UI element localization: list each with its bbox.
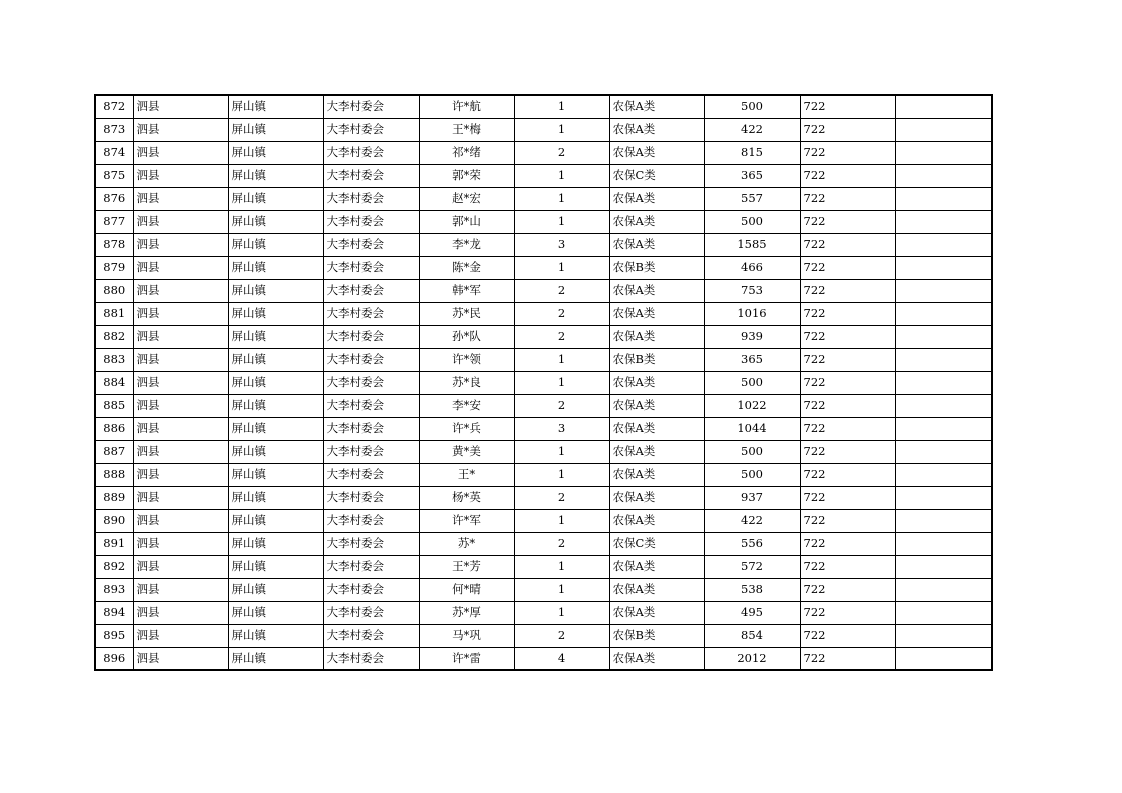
table-row [95,532,992,555]
table-row [95,555,992,578]
row-index: 879 [95,256,133,279]
village-cell: 大李村委会 [323,578,419,601]
town-cell: 屏山镇 [228,394,323,417]
table-row [95,509,992,532]
village-cell: 大李村委会 [323,325,419,348]
town-cell: 屏山镇 [228,141,323,164]
note-cell [895,601,992,624]
name-cell: 马*巩 [419,624,514,647]
table-row [95,302,992,325]
amount-cell: 422 [704,118,800,141]
household-count-cell: 2 [514,624,609,647]
village-cell: 大李村委会 [323,256,419,279]
table-row [95,233,992,256]
name-cell: 王* [419,463,514,486]
amount-cell: 500 [704,371,800,394]
note-cell [895,141,992,164]
insurance-type-cell: 农保B类 [609,624,704,647]
note-cell [895,256,992,279]
code-cell: 722 [800,509,895,532]
village-cell: 大李村委会 [323,440,419,463]
county-cell: 泗县 [133,371,228,394]
name-cell: 孙*队 [419,325,514,348]
county-cell: 泗县 [133,118,228,141]
note-cell [895,555,992,578]
insurance-type-cell: 农保A类 [609,555,704,578]
row-index: 886 [95,417,133,440]
town-cell: 屏山镇 [228,509,323,532]
town-cell: 屏山镇 [228,555,323,578]
insurance-type-cell: 农保A类 [609,394,704,417]
note-cell [895,647,992,670]
household-count-cell: 3 [514,417,609,440]
code-cell: 722 [800,233,895,256]
village-cell: 大李村委会 [323,279,419,302]
town-cell: 屏山镇 [228,118,323,141]
name-cell: 王*梅 [419,118,514,141]
household-count-cell: 3 [514,233,609,256]
amount-cell: 466 [704,256,800,279]
insurance-type-cell: 农保A类 [609,279,704,302]
name-cell: 苏*厚 [419,601,514,624]
amount-cell: 753 [704,279,800,302]
town-cell: 屏山镇 [228,532,323,555]
town-cell: 屏山镇 [228,371,323,394]
code-cell: 722 [800,187,895,210]
town-cell: 屏山镇 [228,233,323,256]
row-index: 875 [95,164,133,187]
county-cell: 泗县 [133,417,228,440]
note-cell [895,440,992,463]
household-count-cell: 1 [514,348,609,371]
row-index: 893 [95,578,133,601]
note-cell [895,624,992,647]
table-row [95,118,992,141]
amount-cell: 500 [704,440,800,463]
name-cell: 许*军 [419,509,514,532]
code-cell: 722 [800,348,895,371]
table-row [95,417,992,440]
amount-cell: 1044 [704,417,800,440]
county-cell: 泗县 [133,555,228,578]
insurance-type-cell: 农保A类 [609,440,704,463]
county-cell: 泗县 [133,279,228,302]
town-cell: 屏山镇 [228,647,323,670]
household-count-cell: 4 [514,647,609,670]
village-cell: 大李村委会 [323,95,419,118]
insurance-type-cell: 农保A类 [609,509,704,532]
town-cell: 屏山镇 [228,440,323,463]
row-index: 896 [95,647,133,670]
note-cell [895,371,992,394]
county-cell: 泗县 [133,394,228,417]
town-cell: 屏山镇 [228,95,323,118]
insurance-type-cell: 农保B类 [609,348,704,371]
county-cell: 泗县 [133,440,228,463]
village-cell: 大李村委会 [323,394,419,417]
household-count-cell: 2 [514,302,609,325]
county-cell: 泗县 [133,256,228,279]
household-count-cell: 2 [514,532,609,555]
insurance-type-cell: 农保A类 [609,486,704,509]
table-row [95,210,992,233]
insurance-type-cell: 农保A类 [609,463,704,486]
household-count-cell: 2 [514,394,609,417]
county-cell: 泗县 [133,486,228,509]
table-row [95,325,992,348]
name-cell: 王*芳 [419,555,514,578]
town-cell: 屏山镇 [228,417,323,440]
village-cell: 大李村委会 [323,118,419,141]
amount-cell: 815 [704,141,800,164]
name-cell: 杨*英 [419,486,514,509]
table-row [95,348,992,371]
town-cell: 屏山镇 [228,578,323,601]
amount-cell: 854 [704,624,800,647]
county-cell: 泗县 [133,578,228,601]
note-cell [895,463,992,486]
table-row [95,141,992,164]
town-cell: 屏山镇 [228,486,323,509]
amount-cell: 538 [704,578,800,601]
code-cell: 722 [800,210,895,233]
code-cell: 722 [800,486,895,509]
household-count-cell: 2 [514,325,609,348]
insurance-type-cell: 农保A类 [609,210,704,233]
amount-cell: 1016 [704,302,800,325]
town-cell: 屏山镇 [228,164,323,187]
table-row [95,647,992,670]
amount-cell: 556 [704,532,800,555]
code-cell: 722 [800,532,895,555]
town-cell: 屏山镇 [228,187,323,210]
household-count-cell: 1 [514,187,609,210]
name-cell: 苏*良 [419,371,514,394]
code-cell: 722 [800,624,895,647]
table-row [95,394,992,417]
county-cell: 泗县 [133,624,228,647]
insurance-type-cell: 农保A类 [609,95,704,118]
amount-cell: 500 [704,95,800,118]
code-cell: 722 [800,647,895,670]
town-cell: 屏山镇 [228,325,323,348]
row-index: 880 [95,279,133,302]
note-cell [895,532,992,555]
amount-cell: 1585 [704,233,800,256]
name-cell: 祁*绪 [419,141,514,164]
name-cell: 苏*民 [419,302,514,325]
table-row [95,578,992,601]
code-cell: 722 [800,601,895,624]
insurance-type-cell: 农保A类 [609,601,704,624]
code-cell: 722 [800,578,895,601]
village-cell: 大李村委会 [323,371,419,394]
row-index: 891 [95,532,133,555]
table-row [95,486,992,509]
table-row [95,279,992,302]
code-cell: 722 [800,141,895,164]
county-cell: 泗县 [133,210,228,233]
row-index: 892 [95,555,133,578]
amount-cell: 495 [704,601,800,624]
code-cell: 722 [800,95,895,118]
town-cell: 屏山镇 [228,601,323,624]
household-count-cell: 1 [514,509,609,532]
county-cell: 泗县 [133,509,228,532]
roster-body [95,95,992,670]
town-cell: 屏山镇 [228,624,323,647]
county-cell: 泗县 [133,532,228,555]
county-cell: 泗县 [133,348,228,371]
amount-cell: 572 [704,555,800,578]
insurance-type-cell: 农保C类 [609,532,704,555]
name-cell: 李*安 [419,394,514,417]
note-cell [895,118,992,141]
county-cell: 泗县 [133,601,228,624]
table-row [95,371,992,394]
amount-cell: 422 [704,509,800,532]
code-cell: 722 [800,440,895,463]
name-cell: 李*龙 [419,233,514,256]
row-index: 885 [95,394,133,417]
note-cell [895,325,992,348]
village-cell: 大李村委会 [323,164,419,187]
insurance-type-cell: 农保C类 [609,164,704,187]
town-cell: 屏山镇 [228,210,323,233]
name-cell: 许*领 [419,348,514,371]
note-cell [895,210,992,233]
note-cell [895,164,992,187]
household-count-cell: 1 [514,555,609,578]
table-row [95,256,992,279]
amount-cell: 1022 [704,394,800,417]
row-index: 888 [95,463,133,486]
household-count-cell: 1 [514,371,609,394]
county-cell: 泗县 [133,647,228,670]
note-cell [895,578,992,601]
village-cell: 大李村委会 [323,187,419,210]
row-index: 877 [95,210,133,233]
household-count-cell: 1 [514,463,609,486]
name-cell: 苏* [419,532,514,555]
note-cell [895,279,992,302]
household-count-cell: 2 [514,279,609,302]
note-cell [895,95,992,118]
village-cell: 大李村委会 [323,647,419,670]
note-cell [895,486,992,509]
row-index: 872 [95,95,133,118]
insurance-type-cell: 农保A类 [609,371,704,394]
table-row [95,624,992,647]
row-index: 890 [95,509,133,532]
code-cell: 722 [800,371,895,394]
village-cell: 大李村委会 [323,463,419,486]
town-cell: 屏山镇 [228,348,323,371]
code-cell: 722 [800,463,895,486]
village-cell: 大李村委会 [323,348,419,371]
row-index: 878 [95,233,133,256]
county-cell: 泗县 [133,164,228,187]
village-cell: 大李村委会 [323,210,419,233]
table-row [95,463,992,486]
village-cell: 大李村委会 [323,532,419,555]
household-count-cell: 2 [514,141,609,164]
code-cell: 722 [800,417,895,440]
insurance-type-cell: 农保A类 [609,325,704,348]
village-cell: 大李村委会 [323,509,419,532]
row-index: 881 [95,302,133,325]
insurance-type-cell: 农保A类 [609,647,704,670]
row-index: 895 [95,624,133,647]
row-index: 884 [95,371,133,394]
row-index: 873 [95,118,133,141]
town-cell: 屏山镇 [228,302,323,325]
table-row [95,601,992,624]
code-cell: 722 [800,394,895,417]
household-count-cell: 1 [514,164,609,187]
household-count-cell: 2 [514,486,609,509]
insurance-type-cell: 农保A类 [609,141,704,164]
note-cell [895,394,992,417]
code-cell: 722 [800,118,895,141]
insurance-type-cell: 农保A类 [609,233,704,256]
table-row [95,440,992,463]
household-count-cell: 1 [514,440,609,463]
county-cell: 泗县 [133,187,228,210]
village-cell: 大李村委会 [323,302,419,325]
row-index: 883 [95,348,133,371]
row-index: 882 [95,325,133,348]
note-cell [895,509,992,532]
town-cell: 屏山镇 [228,256,323,279]
name-cell: 陈*金 [419,256,514,279]
town-cell: 屏山镇 [228,279,323,302]
table-row [95,187,992,210]
village-cell: 大李村委会 [323,624,419,647]
amount-cell: 937 [704,486,800,509]
county-cell: 泗县 [133,463,228,486]
insurance-type-cell: 农保A类 [609,578,704,601]
town-cell: 屏山镇 [228,463,323,486]
village-cell: 大李村委会 [323,417,419,440]
note-cell [895,187,992,210]
amount-cell: 2012 [704,647,800,670]
county-cell: 泗县 [133,141,228,164]
note-cell [895,233,992,256]
amount-cell: 365 [704,348,800,371]
row-index: 874 [95,141,133,164]
county-cell: 泗县 [133,95,228,118]
village-cell: 大李村委会 [323,601,419,624]
row-index: 887 [95,440,133,463]
insurance-type-cell: 农保A类 [609,118,704,141]
insurance-type-cell: 农保B类 [609,256,704,279]
insurance-type-cell: 农保A类 [609,187,704,210]
household-count-cell: 1 [514,118,609,141]
amount-cell: 557 [704,187,800,210]
county-cell: 泗县 [133,233,228,256]
household-count-cell: 1 [514,578,609,601]
name-cell: 郭*山 [419,210,514,233]
county-cell: 泗县 [133,325,228,348]
table-row [95,95,992,118]
name-cell: 赵*宏 [419,187,514,210]
amount-cell: 500 [704,210,800,233]
village-cell: 大李村委会 [323,555,419,578]
table-row [95,164,992,187]
insurance-type-cell: 农保A类 [609,417,704,440]
name-cell: 郭*荣 [419,164,514,187]
name-cell: 许*兵 [419,417,514,440]
village-cell: 大李村委会 [323,486,419,509]
row-index: 876 [95,187,133,210]
county-cell: 泗县 [133,302,228,325]
code-cell: 722 [800,302,895,325]
code-cell: 722 [800,164,895,187]
amount-cell: 500 [704,463,800,486]
household-count-cell: 1 [514,210,609,233]
amount-cell: 365 [704,164,800,187]
code-cell: 722 [800,256,895,279]
village-cell: 大李村委会 [323,141,419,164]
code-cell: 722 [800,279,895,302]
roster-table [94,94,993,671]
note-cell [895,417,992,440]
code-cell: 722 [800,325,895,348]
household-count-cell: 1 [514,256,609,279]
row-index: 894 [95,601,133,624]
note-cell [895,302,992,325]
name-cell: 黄*美 [419,440,514,463]
row-index: 889 [95,486,133,509]
household-count-cell: 1 [514,601,609,624]
household-count-cell: 1 [514,95,609,118]
code-cell: 722 [800,555,895,578]
name-cell: 何*晴 [419,578,514,601]
amount-cell: 939 [704,325,800,348]
name-cell: 韩*军 [419,279,514,302]
village-cell: 大李村委会 [323,233,419,256]
name-cell: 许*航 [419,95,514,118]
note-cell [895,348,992,371]
insurance-type-cell: 农保A类 [609,302,704,325]
name-cell: 许*雷 [419,647,514,670]
